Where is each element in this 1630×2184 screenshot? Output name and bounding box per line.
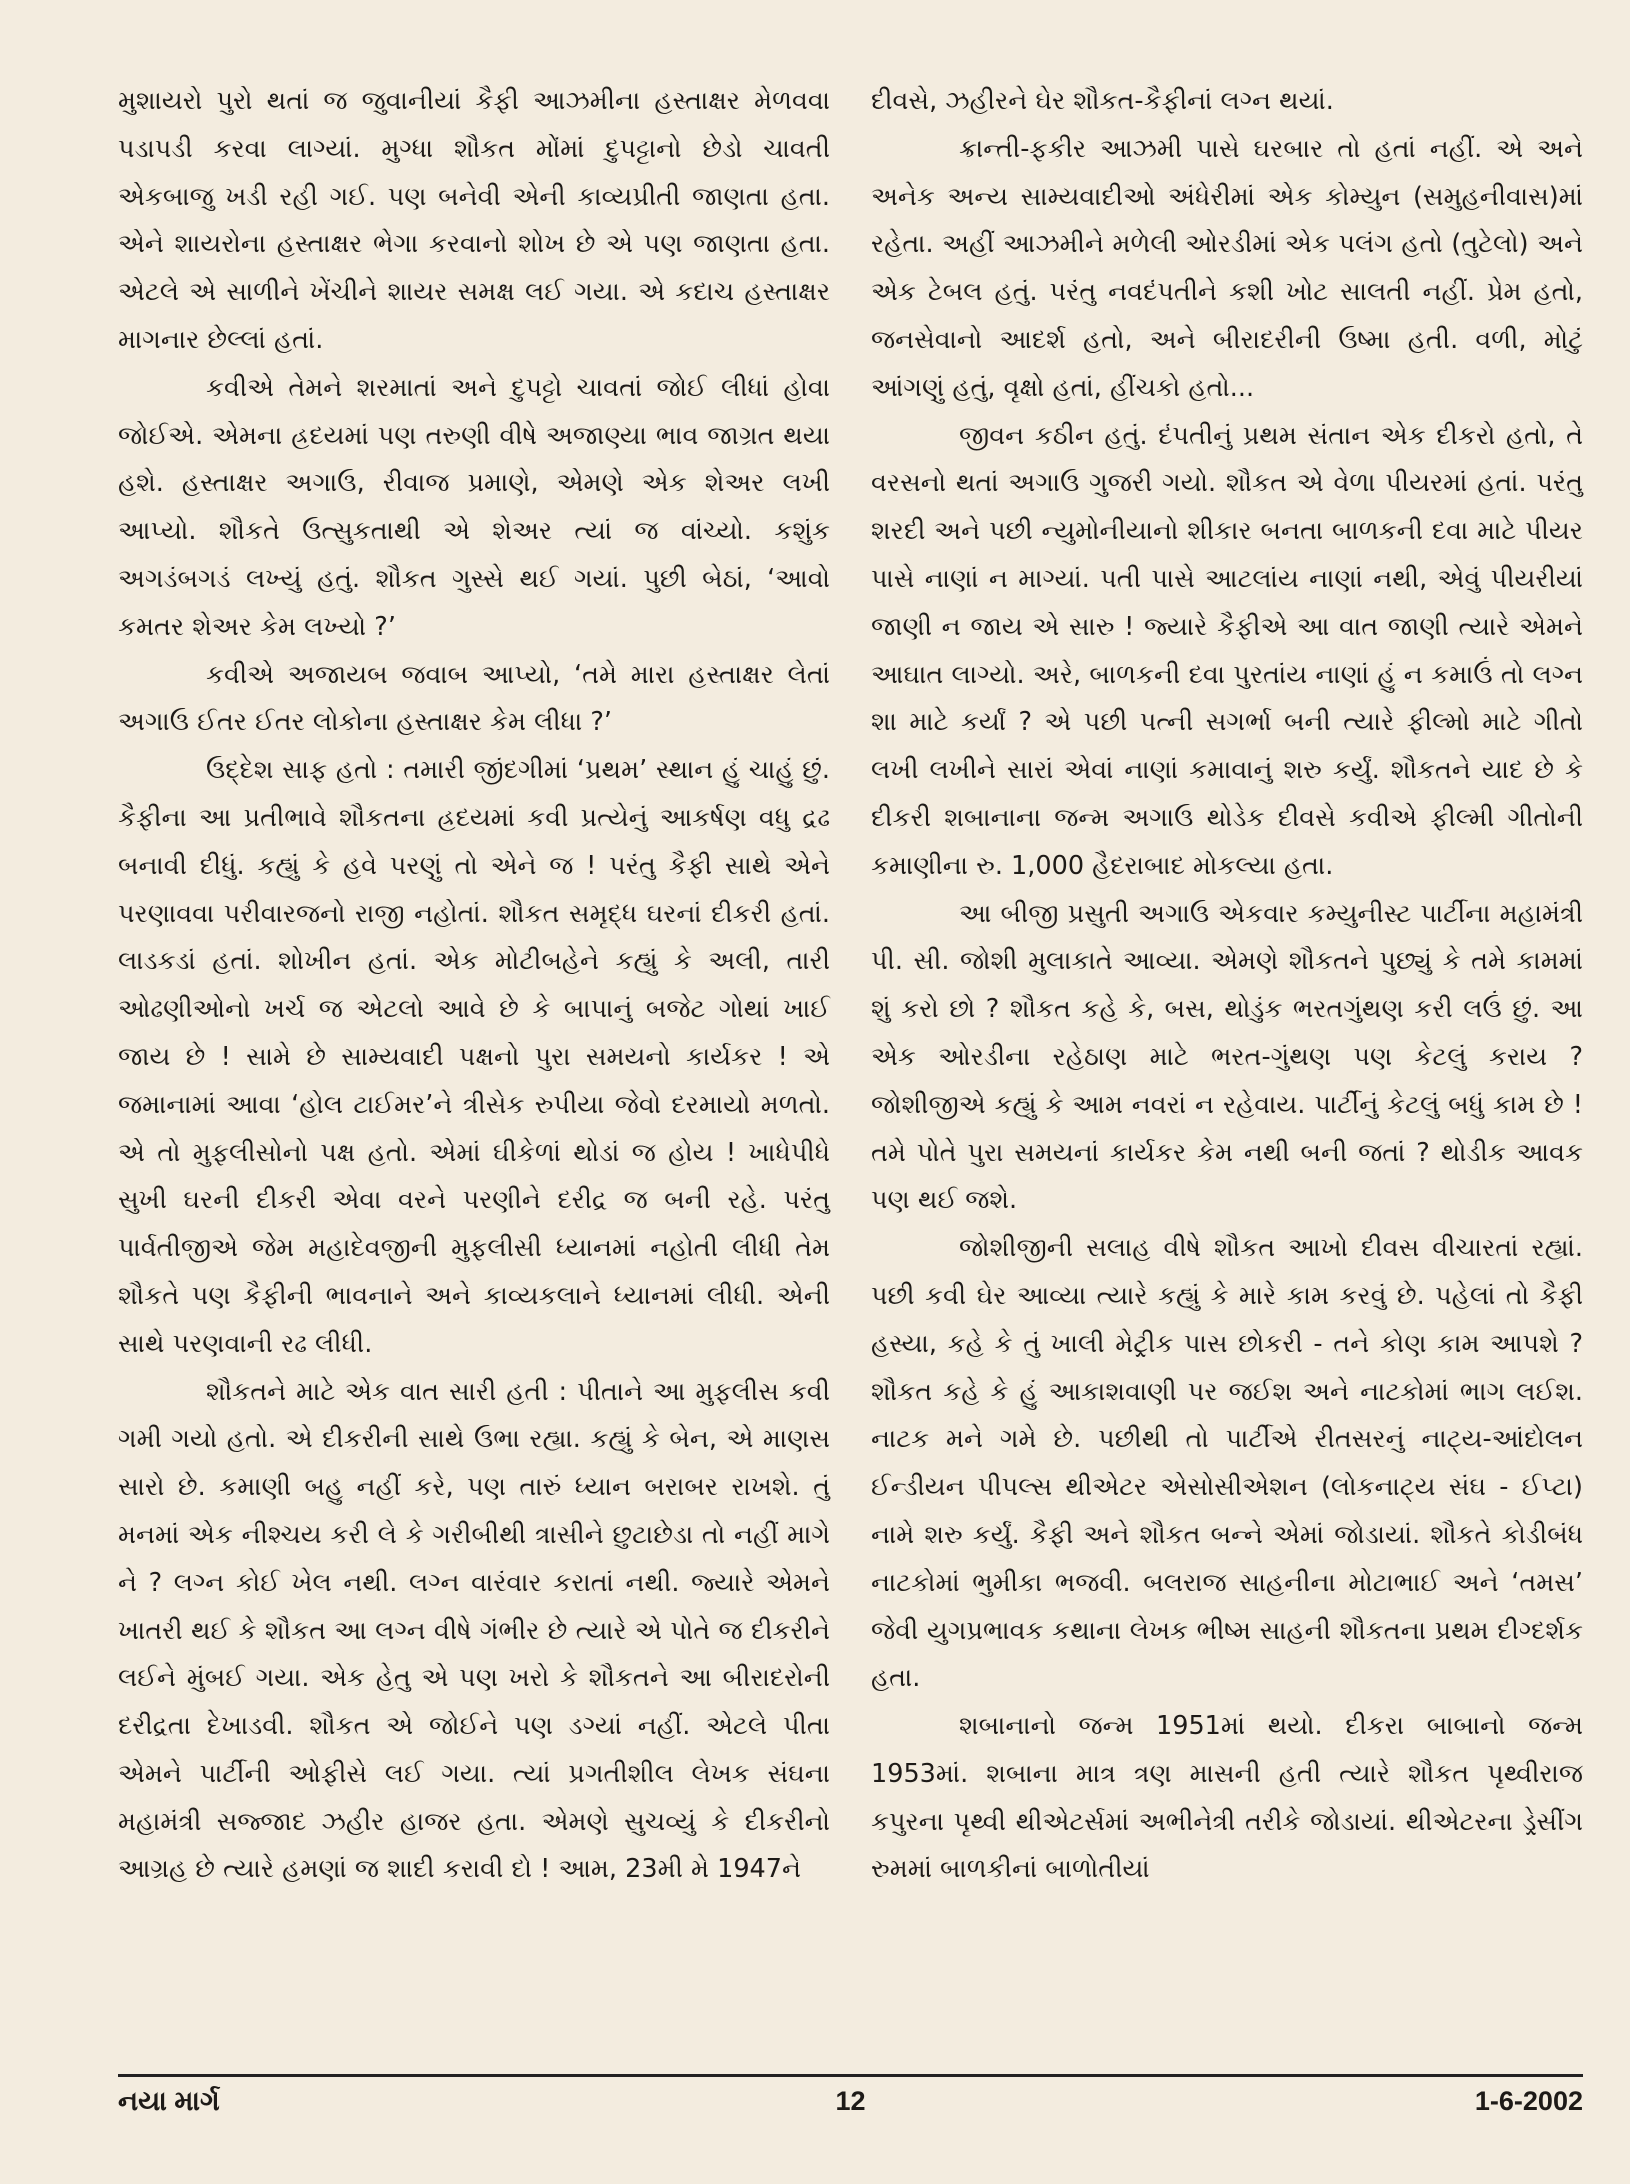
paragraph: જોશીજીની સલાહ વીષે શૌકત આખો દીવસ વીચારતાં રહ્યાં. પછી કવી ઘેર આવ્યા ત્યારે કહ્યું કે મારે કામ કરવું છે. પહેલાં તો કૈફી હસ્યા, કહે કે તું ખાલી મેટ્રીક પાસ છોકરી - તને કોણ કામ આપશે ? શૌકત કહે કે હું આકાશવાણી પર જઈશ અને નાટકોમાં ભાગ લઈશ. નાટક મને ગમે છે. પછીથી તો પાર્ટીએ રીતસરનું નાટ્ય-આંદોલન ઈન્ડીયન પીપલ્સ થીએટર એસોસીએશન (લોકનાટ્ય સંઘ - ઈપ્ટા) નામે શરુ કર્યું. કૈફી અને શૌકત બન્ને એમાં જોડાયાં. શૌકતે કોડીબંધ નાટકોમાં ભુમીકા ભજવી. બલરાજ સાહનીના મોટાભાઈ અને ‘તમસ’ જેવી યુગપ્રભાવક કથાના લેખક ભીષ્મ સાહની શૌકતના પ્રથમ દીગ્દર્શક હતા. — [871, 1233, 1583, 1694]
left-column — [118, 78, 830, 2068]
page-footer — [118, 2086, 1583, 2130]
page-number: 12 — [835, 2086, 866, 2116]
issue-date: 1-6-2002 — [1474, 2086, 1583, 2116]
paragraph: શબાનાનો જન્મ 1951માં થયો. દીકરા બાબાનો જન્મ 1953માં. શબાના માત્ર ત્રણ માસની હતી ત્યારે શૌકત પૃથ્વીરાજ કપુરના પૃથ્વી થીએટર્સમાં અભીનેત્રી તરીકે જોડાયાં. થીએટરના ડ્રેસીંગ રુમમાં બાળકીનાં બાળોતીયાં — [871, 1711, 1583, 1885]
paragraph: મુશાયરો પુરો થતાં જ જુવાનીયાં કૈફી આઝમીના હસ્તાક્ષર મેળવવા પડાપડી કરવા લાગ્યાં. મુગ્ધા શૌકત મોંમાં દુપટ્ટાનો છેડો ચાવતી એકબાજુ ખડી રહી ગઈ. પણ બનેવી એની કાવ્યપ્રીતી જાણતા હતા. એને શાયરોના હસ્તાક્ષર ભેગા કરવાનો શોખ છે એ પણ જાણતા હતા. એટલે એ સાળીને ખેંચીને શાયર સમક્ષ લઈ ગયા. એ કદાચ હસ્તાક્ષર માગનાર છેલ્લાં હતાં. — [118, 86, 830, 355]
paragraph: આ બીજી પ્રસુતી અગાઉ એકવાર કમ્યુનીસ્ટ પાર્ટીના મહામંત્રી પી. સી. જોશી મુલાકાતે આવ્યા. એમણે શૌકતને પુછ્યું કે તમે કામમાં શું કરો છો ? શૌકત કહે કે, બસ, થોડુંક ભરતગુંથણ કરી લઉં છું. આ એક ઓરડીના રહેઠાણ માટે ભરત-ગુંથણ પણ કેટલું કરાય ? જોશીજીએ કહ્યું કે આમ નવરાં ન રહેવાય. પાર્ટીનું કેટલું બધું કામ છે ! તમે પોતે પુરા સમયનાં કાર્યકર કેમ નથી બની જતાં ? થોડીક આવક પણ થઈ જશે. — [871, 898, 1583, 1216]
magazine-name: નયા માર્ગ — [118, 2086, 220, 2116]
article-body — [118, 78, 1583, 2068]
paragraph: જીવન કઠીન હતું. દંપતીનું પ્રથમ સંતાન એક દીકરો હતો, તે વરસનો થતાં અગાઉ ગુજરી ગયો. શૌકત એ વેળા પીયરમાં હતાં. પરંતુ શરદી અને પછી ન્યુમોનીયાનો શીકાર બનતા બાળકની દવા માટે પીયર પાસે નાણાં ન માગ્યાં. પતી પાસે આટલાંય નાણાં નથી, એવું પીયરીયાં જાણી ન જાય એ સારુ ! જ્યારે કૈફીએ આ વાત જાણી ત્યારે એમને આઘાત લાગ્યો. અરે, બાળકની દવા પુરતાંય નાણાં હું ન કમાઉં તો લગ્ન શા માટે કર્યાં ? એ પછી પત્ની સગર્ભા બની ત્યારે ફીલ્મો માટે ગીતો લખી લખીને સારાં એવાં નાણાં કમાવાનું શરુ કર્યું. શૌકતને યાદ છે કે દીકરી શબાનાના જન્મ અગાઉ થોડેક દીવસે કવીએ ફીલ્મી ગીતોની કમાણીના રુ. 1,000 હૈદરાબાદ મોકલ્યા હતા. — [871, 420, 1583, 881]
paragraph: કવીએ તેમને શરમાતાં અને દુપટ્ટો ચાવતાં જોઈ લીધાં હોવા જોઈએ. એમના હ્રદયમાં પણ તરુણી વીષે અજાણ્યા ભાવ જાગ્રત થયા હશે. હસ્તાક્ષર અગાઉ, રીવાજ પ્રમાણે, એમણે એક શેઅર લખી આપ્યો. શૌકતે ઉત્સુકતાથી એ શેઅર ત્યાં જ વાંચ્યો. કશુંક અગડંબગડં લખ્યું હતું. શૌકત ગુસ્સે થઈ ગયાં. પુછી બેઠાં, ‘આવો કમતર શેઅર કેમ લખ્યો ?’ — [118, 372, 830, 642]
paragraph: ઉદ્દેશ સાફ હતો : તમારી જીંદગીમાં ‘પ્રથમ’ સ્થાન હું ચાહું છું. કૈફીના આ પ્રતીભાવે શૌકતના હ્રદયમાં કવી પ્રત્યેનું આકર્ષણ વધુ દ્રઢ બનાવી દીધું. કહ્યું કે હવે પરણું તો એને જ ! પરંતુ કૈફી સાથે એને પરણાવવા પરીવારજનો રાજી નહોતાં. શૌકત સમૃદ્ધ ઘરનાં દીકરી હતાં. લાડકડાં હતાં. શોખીન હતાં. એક મોટીબહેને કહ્યું કે અલી, તારી ઓઢણીઓનો ખર્ચ જ એટલો આવે છે કે બાપાનું બજેટ ગોથાં ખાઈ જાય છે ! સામે છે સામ્યવાદી પક્ષનો પુરા સમયનો કાર્યકર ! એ જમાનામાં આવા ‘હોલ ટાઈમર’ને ત્રીસેક રુપીયા જેવો દરમાયો મળતો. એ તો મુફલીસોનો પક્ષ હતો. એમાં ઘીકેળાં થોડાં જ હોય ! ખાધેપીધે સુખી ઘરની દીકરી એવા વરને પરણીને દરીદ્ર જ બની રહે. પરંતુ પાર્વતીજીએ જેમ મહાદેવજીની મુફલીસી ધ્યાનમાં નહોતી લીધી તેમ શૌકતે પણ કૈફીની ભાવનાને અને કાવ્યકલાને ધ્યાનમાં લીધી. એની સાથે પરણવાની રઢ લીધી. — [118, 755, 830, 1359]
footer-divider — [118, 2074, 1583, 2077]
paragraph: દીવસે, ઝહીરને ઘેર શૌકત-કૈફીનાં લગ્ન થયાં. — [871, 86, 1334, 116]
right-column — [871, 78, 1583, 2068]
paragraph: કવીએ અજાયબ જવાબ આપ્યો, ‘તમે મારા હસ્તાક્ષર લેતાં અગાઉ ઈતર ઈતર લોકોના હસ્તાક્ષર કેમ લીધા ?’ — [118, 659, 830, 738]
paragraph: ક્રાન્તી-ફકીર આઝમી પાસે ઘરબાર તો હતાં નહીં. એ અને અનેક અન્ય સામ્યવાદીઓ અંધેરીમાં એક કોમ્યુન (સમુહનીવાસ)માં રહેતા. અહીં આઝમીને મળેલી ઓરડીમાં એક પલંગ હતો (તુટેલો) અને એક ટેબલ હતું. પરંતુ નવદંપતીને કશી ખોટ સાલતી નહીં. પ્રેમ હતો, જનસેવાનો આદર્શ હતો, અને બીરાદરીની ઉષ્મા હતી. વળી, મોટું આંગણું હતું, વૃક્ષો હતાં, હીંચકો હતો... — [871, 133, 1583, 403]
paragraph: શૌકતને માટે એક વાત સારી હતી : પીતાને આ મુફલીસ કવી ગમી ગયો હતો. એ દીકરીની સાથે ઉભા રહ્યા. કહ્યું કે બેન, એ માણસ સારો છે. કમાણી બહુ નહીં કરે, પણ તારું ધ્યાન બરાબર રાખશે. તું મનમાં એક નીશ્ચય કરી લે કે ગરીબીથી ત્રાસીને છુટાછેડા તો નહીં માગે ને ? લગ્ન કોઈ ખેલ નથી. લગ્ન વારંવાર કરાતાં નથી. જ્યારે એમને ખાતરી થઈ કે શૌકત આ લગ્ન વીષે ગંભીર છે ત્યારે એ પોતે જ દીકરીને લઈને મુંબઈ ગયા. એક હેતુ એ પણ ખરો કે શૌકતને આ બીરાદરોની દરીદ્રતા દેખાડવી. શૌકત એ જોઈને પણ ડગ્યાં નહીં. એટલે પીતા એમને પાર્ટીની ઓફીસે લઈ ગયા. ત્યાં પ્રગતીશીલ લેખક સંઘના મહામંત્રી સજ્જાદ ઝહીર હાજર હતા. એમણે સુચવ્યું કે દીકરીનો આગ્રહ છે ત્યારે હમણાં જ શાદી કરાવી દો ! આમ, 23મી મે 1947ને — [118, 1376, 830, 1885]
